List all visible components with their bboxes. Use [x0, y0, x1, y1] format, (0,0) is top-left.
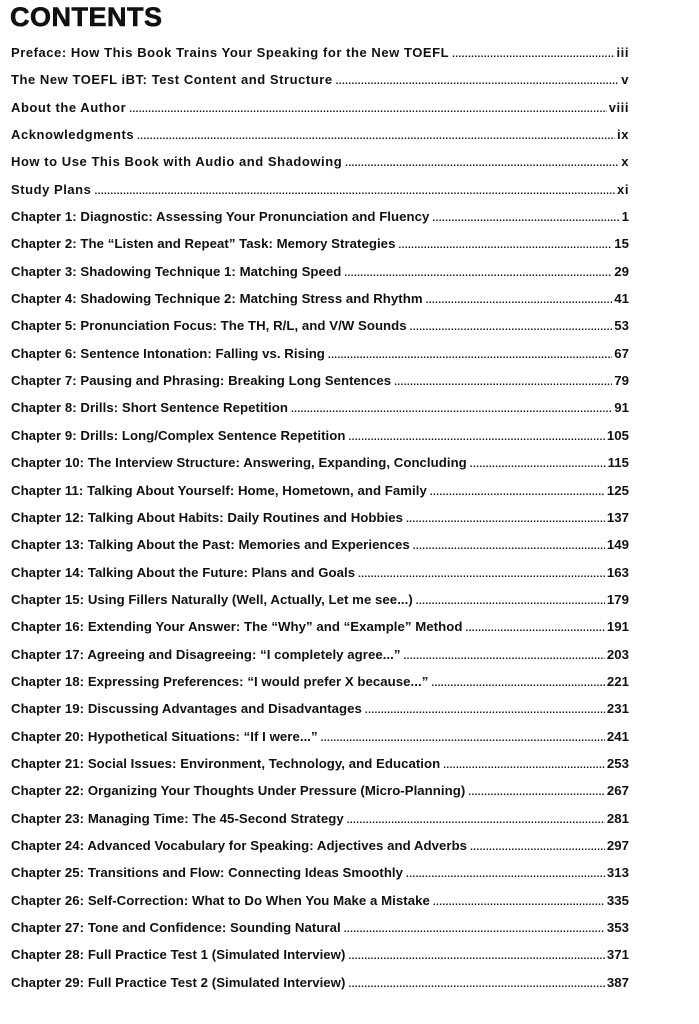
dot-leader: [433, 893, 605, 908]
toc-page-number: ix: [617, 127, 629, 143]
toc-entry-title: Chapter 10: The Interview Structure: Answering, Expanding, Concluding: [11, 455, 467, 471]
toc-entry-title: Chapter 5: Pronunciation Focus: The TH, R/L, and V/W Sounds: [11, 318, 407, 334]
toc-entry-title: Chapter 22: Organizing Your Thoughts Under Pressure (Micro-Planning): [11, 783, 466, 799]
toc-entry-title: Chapter 14: Talking About the Future: Plans and Goals: [11, 564, 356, 580]
toc-front-matter-entry: [11, 182, 629, 209]
dot-leader: [348, 947, 604, 962]
toc-page-number: 41: [614, 291, 629, 307]
dot-leader: [452, 45, 614, 60]
toc-chapter-entry: [11, 291, 629, 318]
dot-leader: [431, 674, 605, 689]
toc-page-number: x: [621, 154, 629, 170]
toc-entry-title: The New TOEFL iBT: Test Content and Structure: [11, 72, 333, 88]
toc-page-number: viii: [608, 99, 629, 115]
toc-chapter-entry: [11, 565, 629, 592]
toc-page-number: 221: [606, 673, 629, 689]
toc-entry-title: How to Use This Book with Audio and Shadowing: [11, 154, 343, 170]
toc-chapter-entry: [11, 455, 629, 482]
toc-front-matter-entry: [11, 45, 629, 72]
toc-entry-title: Study Plans: [11, 181, 92, 197]
page-title: CONTENTS: [10, 2, 163, 32]
toc-chapter-entry: [11, 893, 629, 920]
toc-entry-title: Chapter 11: Talking About Yourself: Home, Hometown, and Family: [11, 482, 427, 498]
toc-page-number: 105: [606, 427, 629, 443]
dot-leader: [470, 838, 605, 853]
dot-leader: [358, 565, 605, 580]
toc-entry-title: Chapter 6: Sentence Intonation: Falling vs. Rising: [11, 345, 325, 361]
dot-leader: [344, 920, 605, 935]
toc-page-number: 203: [606, 646, 629, 662]
dot-leader: [470, 455, 606, 470]
toc-entry-title: Chapter 9: Drills: Long/Complex Sentence Repetition: [11, 427, 346, 443]
toc-chapter-entry: [11, 838, 629, 865]
toc-chapter-entry: [11, 400, 629, 427]
dot-leader: [344, 264, 612, 279]
toc-entry-title: Chapter 28: Full Practice Test 1 (Simulated Interview): [11, 947, 346, 963]
toc-entry-title: Chapter 17: Agreeing and Disagreeing: “I completely agree...”: [11, 646, 401, 662]
toc-page-number: 53: [614, 318, 629, 334]
toc-chapter-entry: [11, 264, 629, 291]
dot-leader: [291, 400, 612, 415]
toc-page-number: 335: [606, 892, 629, 908]
dot-leader: [345, 154, 619, 169]
toc-entry-title: Chapter 29: Full Practice Test 2 (Simulated Interview): [11, 974, 346, 990]
toc-chapter-entry: [11, 483, 629, 510]
toc-entry-title: Chapter 18: Expressing Preferences: “I would prefer X because...”: [11, 673, 429, 689]
toc-chapter-entry: [11, 865, 629, 892]
toc-entry-title: Chapter 16: Extending Your Answer: The “Why” and “Example” Method: [11, 619, 463, 635]
toc-front-matter-entry: [11, 72, 629, 99]
dot-leader: [137, 127, 615, 142]
toc-entry-title: Chapter 23: Managing Time: The 45-Second Strategy: [11, 810, 344, 826]
toc-chapter-entry: [11, 947, 629, 974]
toc-entry-title: Chapter 20: Hypothetical Situations: “If I were...”: [11, 728, 318, 744]
toc-front-matter-entry: [11, 100, 629, 127]
toc-chapter-entry: [11, 647, 629, 674]
dot-leader: [426, 291, 613, 306]
toc-page-number: 267: [606, 783, 629, 799]
toc-entry-title: Chapter 24: Advanced Vocabulary for Speaking: Adjectives and Adverbs: [11, 837, 468, 853]
dot-leader: [468, 783, 605, 798]
toc-page-number: 297: [606, 837, 629, 853]
toc-page-number: 353: [606, 920, 629, 935]
toc-entry-title: Chapter 1: Diagnostic: Assessing Your Pronunciation and Fluency: [11, 209, 430, 225]
toc-front-matter-entry: [11, 127, 629, 154]
toc-page-number: 67: [614, 345, 629, 361]
toc-page-number: 115: [607, 455, 629, 471]
dot-leader: [394, 373, 612, 388]
toc-chapter-entry: [11, 811, 629, 838]
toc-page-number: xi: [617, 181, 629, 197]
toc-entry-title: Chapter 25: Transitions and Flow: Connecting Ideas Smoothly: [11, 865, 404, 881]
toc-page-number: iii: [616, 45, 629, 60]
toc-entry-title: About the Author: [11, 99, 127, 115]
toc-chapter-entry: [11, 510, 629, 537]
toc-chapter-entry: [11, 701, 629, 728]
toc-page-number: 179: [606, 591, 629, 607]
toc-page-number: 163: [606, 564, 629, 580]
toc-entry-title: Chapter 4: Shadowing Technique 2: Matching Stress and Rhythm: [11, 291, 423, 307]
toc-chapter-entry: [11, 209, 629, 236]
toc-page-number: 313: [606, 865, 629, 881]
toc-chapter-entry: [11, 674, 629, 701]
toc-entry-title: Chapter 8: Drills: Short Sentence Repetition: [11, 400, 288, 416]
dot-leader: [321, 729, 605, 744]
dot-leader: [443, 756, 605, 771]
toc-chapter-entry: [11, 318, 629, 345]
toc-page-number: 137: [606, 509, 629, 525]
toc-entry-title: Chapter 3: Shadowing Technique 1: Matching Speed: [11, 263, 342, 279]
toc-page-number: 253: [606, 755, 629, 771]
toc-page-number: 15: [614, 236, 629, 252]
toc-page-number: 91: [614, 400, 629, 416]
dot-leader: [410, 318, 613, 333]
toc-page-number: 281: [606, 810, 629, 826]
toc-chapter-entry: [11, 729, 629, 756]
dot-leader: [430, 483, 605, 498]
toc-page-number: 149: [606, 537, 629, 553]
dot-leader: [432, 209, 619, 224]
toc-chapter-entry: [11, 756, 629, 783]
toc-entry-title: Chapter 21: Social Issues: Environment, Technology, and Education: [11, 755, 441, 771]
toc-chapter-entry: [11, 236, 629, 263]
toc-page-number: 29: [614, 263, 629, 279]
dot-leader: [347, 811, 605, 826]
toc-entry-title: Chapter 19: Discussing Advantages and Disadvantages: [11, 701, 362, 717]
table-of-contents: [11, 45, 629, 1002]
toc-page-number: 371: [606, 947, 629, 963]
dot-leader: [336, 72, 620, 87]
toc-page-number: 125: [606, 482, 629, 498]
toc-chapter-entry: [11, 619, 629, 646]
dot-leader: [413, 537, 605, 552]
toc-entry-title: Chapter 27: Tone and Confidence: Sounding Natural: [11, 920, 341, 935]
dot-leader: [94, 182, 615, 197]
dot-leader: [406, 865, 605, 880]
dot-leader: [328, 346, 612, 361]
toc-chapter-entry: [11, 783, 629, 810]
toc-page-number: 241: [606, 728, 629, 744]
dot-leader: [404, 647, 605, 662]
toc-entry-title: Chapter 13: Talking About the Past: Memories and Experiences: [11, 537, 410, 553]
dot-leader: [416, 592, 605, 607]
toc-page-number: v: [621, 72, 629, 88]
dot-leader: [365, 701, 605, 716]
toc-page-number: 231: [606, 701, 629, 717]
toc-entry-title: Chapter 2: The “Listen and Repeat” Task: Memory Strategies: [11, 236, 396, 252]
toc-chapter-entry: [11, 975, 629, 1002]
toc-page-number: 79: [614, 373, 629, 389]
toc-chapter-entry: [11, 537, 629, 564]
toc-chapter-entry: [11, 428, 629, 455]
dot-leader: [129, 100, 607, 115]
toc-entry-title: Preface: How This Book Trains Your Speaking for the New TOEFL: [11, 45, 450, 60]
toc-entry-title: Chapter 7: Pausing and Phrasing: Breaking Long Sentences: [11, 373, 392, 389]
toc-chapter-entry: [11, 592, 629, 619]
toc-entry-title: Chapter 26: Self-Correction: What to Do When You Make a Mistake: [11, 892, 430, 908]
toc-entry-title: Acknowledgments: [11, 127, 135, 143]
toc-page-number: 387: [606, 974, 629, 990]
toc-front-matter-entry: [11, 154, 629, 181]
toc-chapter-entry: [11, 346, 629, 373]
dot-leader: [348, 428, 604, 443]
dot-leader: [398, 236, 612, 251]
dot-leader: [406, 510, 605, 525]
dot-leader: [348, 975, 604, 990]
toc-page-number: 191: [606, 619, 629, 635]
toc-chapter-entry: [11, 920, 629, 947]
toc-entry-title: Chapter 15: Using Fillers Naturally (Well, Actually, Let me see...): [11, 591, 413, 607]
toc-page-number: 1: [621, 209, 629, 225]
dot-leader: [465, 619, 604, 634]
toc-entry-title: Chapter 12: Talking About Habits: Daily Routines and Hobbies: [11, 509, 404, 525]
toc-chapter-entry: [11, 373, 629, 400]
